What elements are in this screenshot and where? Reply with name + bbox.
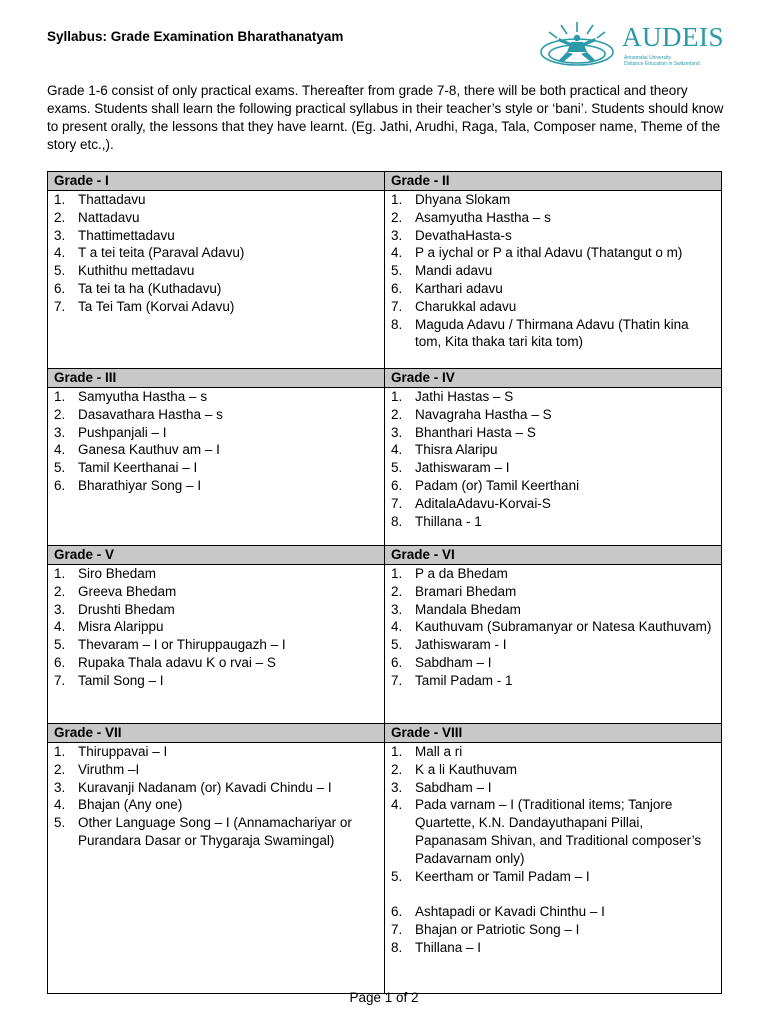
list-item <box>391 388 715 406</box>
item-number: 3. <box>391 424 403 440</box>
item-number: 7. <box>54 672 66 688</box>
list-item <box>54 814 378 850</box>
item-text: Karthari adavu <box>415 280 503 296</box>
item-text: Thattadavu <box>78 192 146 207</box>
item-text: Charukkal adavu <box>415 298 517 314</box>
item-number: 3. <box>54 601 66 617</box>
item-number: 6. <box>391 904 403 920</box>
item-number: 6. <box>54 477 66 493</box>
item-number: 3. <box>391 779 403 795</box>
list-item <box>54 583 378 601</box>
item-number: 7. <box>54 298 66 314</box>
item-text: Thillana - 1 <box>415 513 482 529</box>
item-number: 1. <box>54 744 66 759</box>
list-item <box>54 191 378 209</box>
item-number: 2. <box>391 761 403 777</box>
item-number: 4. <box>54 442 66 458</box>
item-text: Jathi Hastas – S <box>415 389 514 404</box>
list-item <box>391 191 715 209</box>
item-text: Mandala Bhedam <box>415 601 521 617</box>
item-text: Padam (or) Tamil Keerthani <box>415 477 580 493</box>
item-number: 4. <box>391 245 403 261</box>
item-number: 8. <box>391 939 403 955</box>
item-text: Jathiswaram - I <box>415 637 507 653</box>
list-item <box>391 761 715 779</box>
list-item <box>391 262 715 280</box>
dancer-emblem-icon <box>537 18 621 72</box>
item-number: 2. <box>54 406 66 422</box>
grade-header: Grade - V <box>48 546 385 565</box>
item-text: K a li Kauthuvam <box>415 761 518 777</box>
list-item <box>391 921 715 939</box>
grade-header: Grade - IV <box>385 369 722 388</box>
grade-cell <box>48 388 385 546</box>
item-number: 1. <box>391 566 403 581</box>
list-item <box>391 939 715 957</box>
item-text: Ganesa Kauthuv am – I <box>78 442 220 458</box>
item-number: 5. <box>391 637 403 653</box>
list-item <box>54 601 378 619</box>
item-number: 2. <box>391 406 403 422</box>
item-text: Kuravanji Nadanam (or) Kavadi Chindu – I <box>78 779 332 795</box>
item-number: 3. <box>391 227 403 243</box>
logo-wordmark: AUDEIS <box>622 22 724 52</box>
syllabus-table <box>47 171 722 994</box>
item-text: Ashtapadi or Kavadi Chinthu – I <box>415 904 605 920</box>
table-row <box>48 191 722 369</box>
grade-cell <box>48 565 385 724</box>
item-number: 2. <box>391 209 403 225</box>
item-text: Other Language Song – I (Annamachariyar or Purandara Dasar or Thygaraja Swamingal) <box>78 815 352 848</box>
item-number: 4. <box>54 245 66 261</box>
grade-cell <box>385 743 722 994</box>
item-number: 6. <box>391 654 403 670</box>
page-number: Page 1 of 2 <box>349 990 419 1005</box>
item-number: 6. <box>391 280 403 296</box>
table-row <box>48 743 722 994</box>
item-number: 1. <box>54 192 66 207</box>
item-number: 5. <box>391 868 403 884</box>
item-number: 2. <box>54 761 66 777</box>
item-text: Thattimettadavu <box>78 227 175 243</box>
syllabus-list <box>391 743 715 957</box>
item-text: Viruthm –I <box>78 761 140 777</box>
grade-cell <box>385 565 722 724</box>
item-text: Dhyana Slokam <box>415 192 511 207</box>
item-text: Bharathiyar Song – I <box>78 477 202 493</box>
list-item <box>391 672 715 690</box>
item-text: AditalaAdavu-Korvai-S <box>415 495 551 511</box>
item-number: 2. <box>54 209 66 225</box>
list-item <box>391 459 715 477</box>
list-item <box>391 743 715 761</box>
table-row <box>48 388 722 546</box>
item-text: Sabdham – I <box>415 779 492 795</box>
item-number: 7. <box>391 672 403 688</box>
list-item <box>54 743 378 761</box>
item-number: 5. <box>391 263 403 279</box>
list-item <box>391 298 715 316</box>
list-item <box>54 441 378 459</box>
list-item <box>54 280 378 298</box>
list-item <box>54 298 378 316</box>
item-number: 2. <box>54 583 66 599</box>
list-item <box>391 779 715 797</box>
grade-cell <box>385 388 722 546</box>
list-item <box>391 316 715 352</box>
item-text: Bhanthari Hasta – S <box>415 424 536 440</box>
item-text: DevathaHasta-s <box>415 227 512 243</box>
intro-paragraph: Grade 1-6 consist of only practical exams. Thereafter from grade 7-8, there will be both practical and theory exams. Students shall learn the following practical syllabus in their teacher’s style or ‘bani’. Students should know to present orally, the lessons that they have learnt. (Eg. Jathi, Arudhi, Raga, Tala, Composer name, Theme of the story etc.,). <box>47 83 724 152</box>
grade-header: Grade - VIII <box>385 724 722 743</box>
list-item <box>54 244 378 262</box>
item-number: 4. <box>391 442 403 458</box>
table-header-row <box>48 724 722 743</box>
item-text: Mandi adavu <box>415 263 493 279</box>
item-text: Tamil Padam - 1 <box>415 672 513 688</box>
item-text: Thiruppavai – I <box>78 744 168 759</box>
item-text: Sabdham – I <box>415 654 492 670</box>
item-text: Bhajan (Any one) <box>78 797 183 813</box>
item-text: Drushti Bhedam <box>78 601 175 617</box>
item-text: Pada varnam – I (Traditional items; Tanjore Quartette, K.N. Dandayuthapani Pillai, Papanasam Shivan, and Traditional composer’s Padavarnam only) <box>415 797 702 866</box>
document-title: Syllabus: Grade Examination Bharathanatyam <box>47 29 344 44</box>
item-text: Rupaka Thala adavu K o rvai – S <box>78 654 276 670</box>
item-number: 5. <box>54 815 66 831</box>
item-number: 1. <box>54 389 66 404</box>
list-item <box>54 477 378 495</box>
list-item <box>54 636 378 654</box>
item-number: 1. <box>391 744 403 759</box>
item-number: 1. <box>391 389 403 404</box>
item-number: 4. <box>54 619 66 635</box>
item-number: 6. <box>54 280 66 296</box>
item-number: 3. <box>391 601 403 617</box>
list-item <box>54 779 378 797</box>
item-number: 5. <box>54 263 66 279</box>
list-item <box>391 406 715 424</box>
item-text: Bramari Bhedam <box>415 583 517 599</box>
grade-header: Grade - VI <box>385 546 722 565</box>
item-text: Samyutha Hastha – s <box>78 389 208 404</box>
item-text: P a iychal or P a ithal Adavu (Thatangut o m) <box>415 245 683 261</box>
list-item <box>391 477 715 495</box>
item-text: Pushpanjali – I <box>78 424 167 440</box>
list-item <box>391 618 715 636</box>
item-number: 7. <box>391 922 403 938</box>
list-item <box>54 406 378 424</box>
list-item <box>54 618 378 636</box>
item-number: 8. <box>391 513 403 529</box>
grade-header: Grade - III <box>48 369 385 388</box>
item-text: Asamyutha Hastha – s <box>415 209 551 225</box>
item-number: 3. <box>54 779 66 795</box>
list-item <box>54 796 378 814</box>
list-item <box>391 424 715 442</box>
list-item <box>391 209 715 227</box>
item-text: Kuthithu mettadavu <box>78 263 195 279</box>
list-item <box>54 209 378 227</box>
syllabus-list <box>391 388 715 530</box>
item-text: Keertham or Tamil Padam – I <box>415 868 590 884</box>
table-header-row <box>48 369 722 388</box>
list-item <box>54 227 378 245</box>
table-header-row <box>48 172 722 191</box>
item-text: Thevaram – I or Thiruppaugazh – I <box>78 637 286 653</box>
list-item <box>391 601 715 619</box>
item-text: Thillana – I <box>415 939 482 955</box>
syllabus-list <box>54 191 378 316</box>
item-text: Siro Bhedam <box>78 566 157 581</box>
item-text: T a tei teita (Paraval Adavu) <box>78 245 245 261</box>
table-row <box>48 565 722 724</box>
item-text: Kauthuvam (Subramanyar or Natesa Kauthuvam) <box>415 619 712 635</box>
grade-cell <box>48 743 385 994</box>
item-number: 3. <box>54 227 66 243</box>
syllabus-list <box>391 565 715 690</box>
list-item <box>391 868 715 886</box>
list-item <box>54 672 378 690</box>
list-item <box>391 441 715 459</box>
item-text: Tamil Keerthanai – I <box>78 460 198 476</box>
list-item <box>391 227 715 245</box>
list-item <box>54 565 378 583</box>
item-number: 5. <box>391 460 403 476</box>
item-number: 5. <box>54 460 66 476</box>
grade-header: Grade - VII <box>48 724 385 743</box>
list-item <box>391 513 715 531</box>
item-number: 8. <box>391 316 403 332</box>
list-item <box>391 280 715 298</box>
list-item <box>391 583 715 601</box>
item-number: 5. <box>54 637 66 653</box>
item-text: Misra Alarippu <box>78 619 164 635</box>
list-item <box>54 262 378 280</box>
item-text: Thisra Alaripu <box>415 442 498 458</box>
item-text: Mall a ri <box>415 744 463 759</box>
item-text: Maguda Adavu / Thirmana Adavu (Thatin kina tom, Kita thaka tari kita tom) <box>415 316 689 350</box>
logo-tagline-2: Distance Education in Switzerland <box>624 61 700 67</box>
item-text: Bhajan or Patriotic Song – I <box>415 922 580 938</box>
syllabus-list <box>54 565 378 690</box>
logo-tagline-1: Annamalai University <box>624 55 671 61</box>
item-number: 4. <box>391 619 403 635</box>
audeis-logo <box>537 18 727 72</box>
list-item <box>54 761 378 779</box>
item-text: P a da Bhedam <box>415 566 508 581</box>
item-number: 3. <box>54 424 66 440</box>
table-header-row <box>48 546 722 565</box>
list-item <box>54 459 378 477</box>
item-text: Ta Tei Tam (Korvai Adavu) <box>78 298 235 314</box>
syllabus-list <box>54 388 378 495</box>
grade-cell <box>48 191 385 369</box>
item-text: Greeva Bhedam <box>78 583 177 599</box>
list-item <box>391 903 715 921</box>
item-number: 7. <box>391 298 403 314</box>
item-number: 7. <box>391 495 403 511</box>
item-text: Dasavathara Hastha – s <box>78 406 223 422</box>
item-number: 2. <box>391 583 403 599</box>
grade-header: Grade - I <box>48 172 385 191</box>
item-text: Tamil Song – I <box>78 672 164 688</box>
list-item <box>391 244 715 262</box>
syllabus-list <box>54 743 378 850</box>
list-item <box>54 654 378 672</box>
item-number: 6. <box>391 477 403 493</box>
list-item <box>391 495 715 513</box>
item-number: 4. <box>391 797 403 813</box>
list-item <box>391 654 715 672</box>
item-text: Jathiswaram – I <box>415 460 510 476</box>
list-item <box>391 565 715 583</box>
item-number: 1. <box>391 192 403 207</box>
list-item <box>391 796 715 867</box>
item-text: Navagraha Hastha – S <box>415 406 552 422</box>
list-item <box>391 636 715 654</box>
syllabus-list <box>391 191 715 351</box>
item-number: 1. <box>54 566 66 581</box>
list-item <box>54 388 378 406</box>
grade-header: Grade - II <box>385 172 722 191</box>
item-text: Nattadavu <box>78 209 140 225</box>
item-number: 6. <box>54 654 66 670</box>
item-number: 4. <box>54 797 66 813</box>
grade-cell <box>385 191 722 369</box>
list-item <box>54 424 378 442</box>
item-text: Ta tei ta ha (Kuthadavu) <box>78 280 222 296</box>
